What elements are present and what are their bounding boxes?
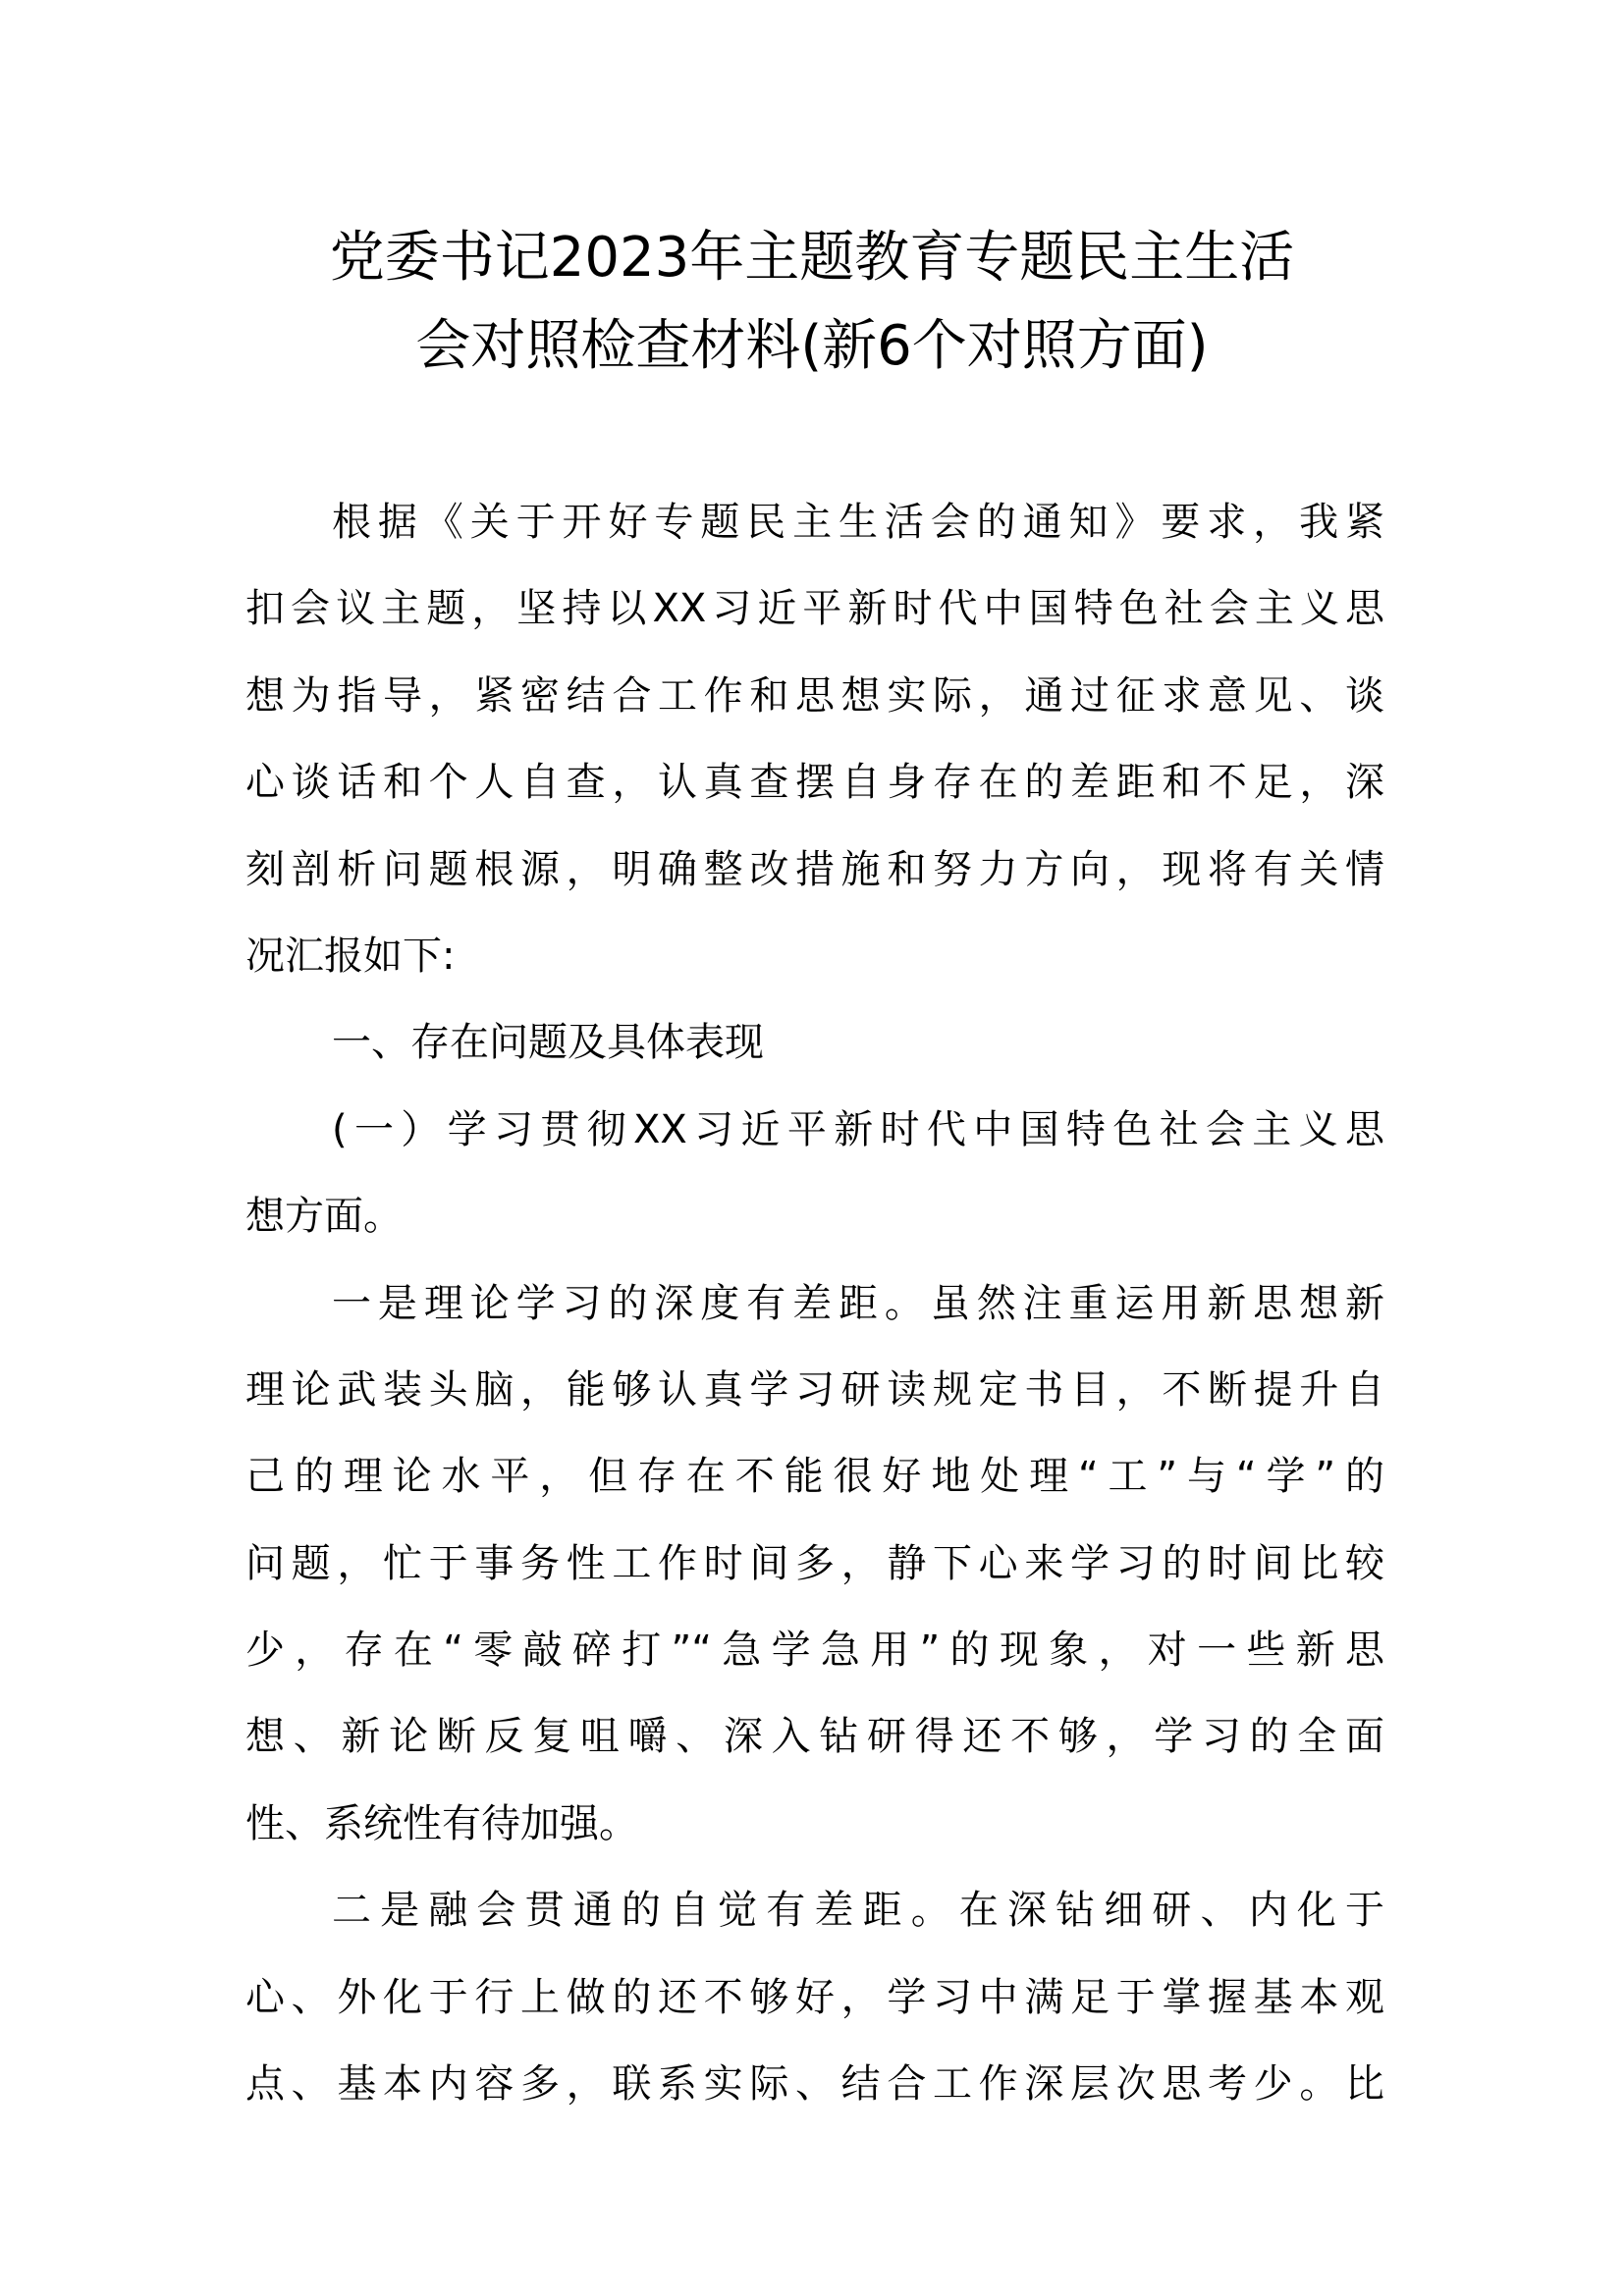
body-text-line: 想、新论断反复咀嚼、深入钻研得还不够，学习的全面: [245, 1714, 1384, 1760]
body-text-line: 心、外化于行上做的还不够好，学习中满足于掌握基本观: [245, 1974, 1384, 2020]
body-text-line: 己的理论水平，但存在不能很好地处理“工”与“学”的: [245, 1454, 1384, 1500]
body-text-line: 少，存在“零敲碎打”“急学急用”的现象，对一些新思: [245, 1628, 1384, 1674]
body-text-line: 性、系统性有待加强。: [245, 1800, 638, 1846]
body-text-line: 问题，忙于事务性工作时间多，静下心来学习的时间比较: [245, 1540, 1384, 1586]
body-text-line: 根据《关于开好专题民主生活会的通知》要求，我紧: [332, 500, 1384, 545]
body-text-line: 理论武装头脑，能够认真学习研读规定书目，不断提升自: [245, 1366, 1384, 1413]
document-title: [196, 214, 1428, 391]
body-text-line: 刻剖析问题根源，明确整改措施和努力方向，现将有关情: [245, 846, 1384, 892]
document-body: [245, 479, 1384, 2127]
body-text-line: 想方面。: [245, 1194, 403, 1240]
body-text-line: 况汇报如下:: [245, 933, 456, 979]
body-text-line: 想为指导，紧密结合工作和思想实际，通过征求意见、谈: [245, 672, 1384, 719]
body-text-line: 一、存在问题及具体表现: [332, 1020, 764, 1066]
body-text-line: 一是理论学习的深度有差距。虽然注重运用新思想新: [332, 1280, 1384, 1326]
body-text-line: 扣会议主题，坚持以XX习近平新时代中国特色社会主义思: [245, 586, 1384, 632]
body-text-line: 点、基本内容多，联系实际、结合工作深层次思考少。比: [245, 2061, 1384, 2108]
body-text-line: 心谈话和个人自查，认真查摆自身存在的差距和不足，深: [245, 760, 1384, 806]
body-text-line: (一）学习贯彻XX习近平新时代中国特色社会主义思: [332, 1106, 1384, 1152]
title-line-2: 会对照检查材料(新6个对照方面): [415, 314, 1209, 378]
title-line-1: 党委书记2023年主题教育专题民主生活: [329, 226, 1295, 290]
body-text-line: 二是融会贯通的自觉有差距。在深钻细研、内化于: [332, 1888, 1384, 1934]
